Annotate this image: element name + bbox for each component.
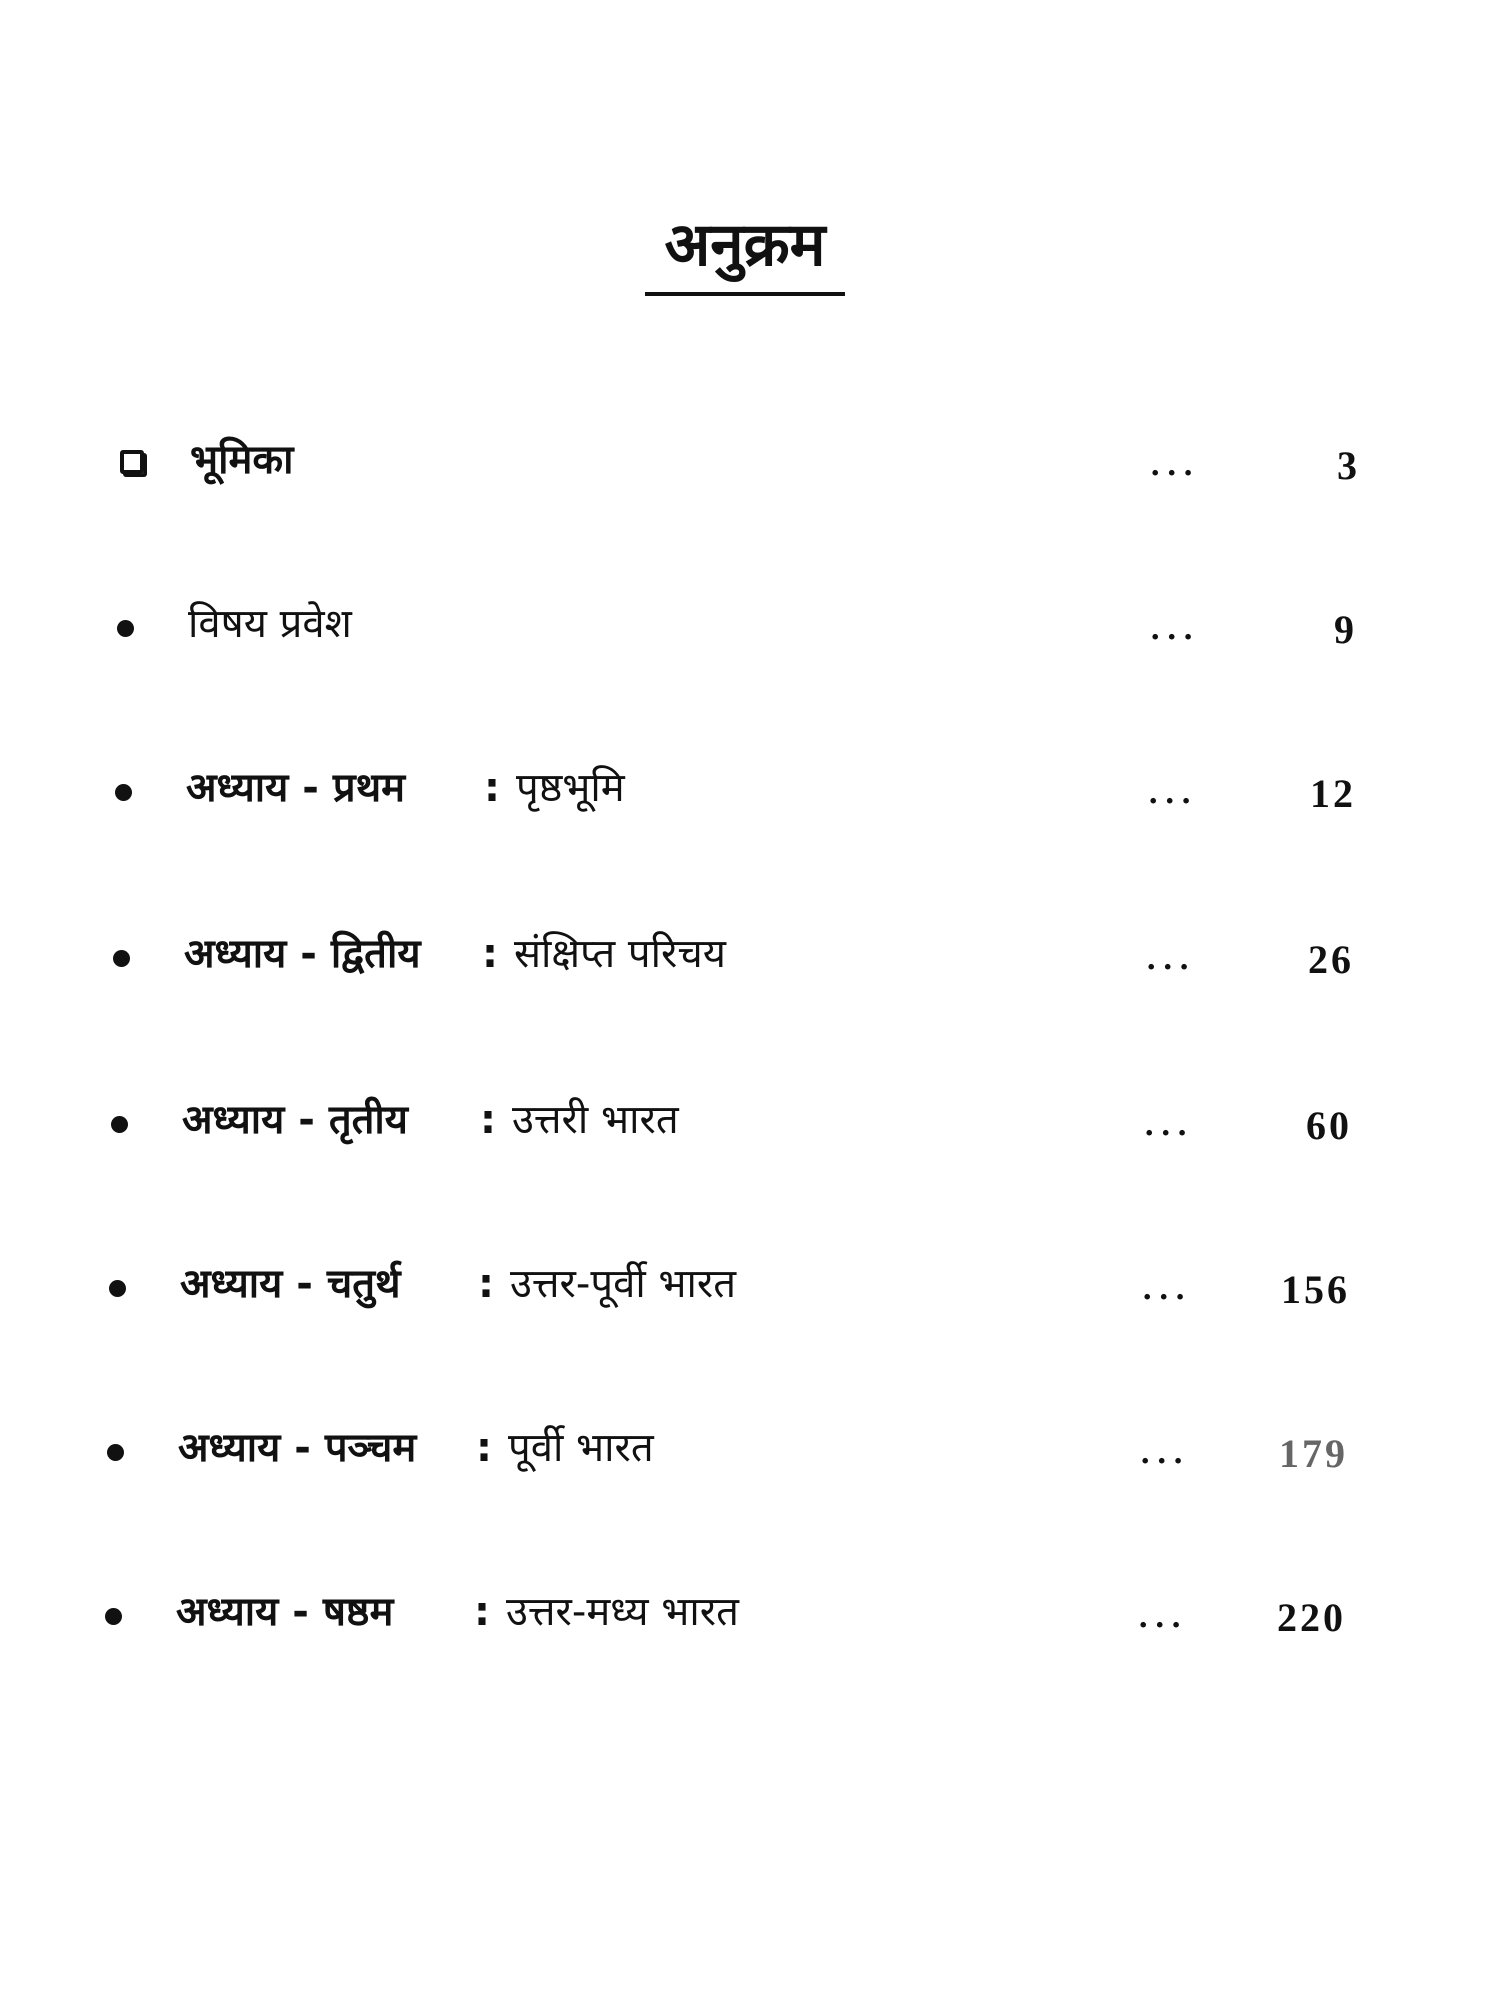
toc-entry-chapter-3 (0, 1088, 1500, 1158)
title-underline (645, 292, 845, 296)
separator-colon: : (474, 1589, 490, 1635)
toc-entry-label: भूमिका (190, 437, 294, 483)
leader-dots: ... (1138, 1600, 1188, 1635)
leader-dots: ... (1142, 1272, 1192, 1307)
chapter-subtitle: पृष्ठभूमि (516, 765, 625, 811)
toc-entry-chapter-5 (0, 1416, 1500, 1486)
page-number: 179 (1279, 1431, 1348, 1476)
chapter-label: अध्याय - प्रथम (186, 765, 406, 811)
separator-colon: : (482, 931, 498, 977)
toc-entry-vishay-pravesh (0, 592, 1500, 662)
leader-dots: ... (1150, 612, 1200, 647)
chapter-label: अध्याय - चतुर्थ (180, 1261, 401, 1307)
chapter-subtitle: उत्तर-पूर्वी भारत (510, 1261, 737, 1307)
page-number: 156 (1281, 1267, 1350, 1312)
chapter-subtitle: उत्तर-मध्य भारत (506, 1589, 739, 1635)
page-number: 60 (1306, 1103, 1352, 1148)
leader-dots: ... (1144, 1108, 1194, 1143)
chapter-subtitle: उत्तरी भारत (512, 1097, 679, 1143)
separator-colon: : (476, 1425, 492, 1471)
checkbox-square-icon (120, 450, 144, 474)
leader-dots: ... (1150, 448, 1200, 483)
chapter-label: अध्याय - द्वितीय (184, 931, 421, 977)
bullet-icon (109, 1280, 126, 1297)
page-number: 26 (1308, 937, 1354, 982)
leader-dots: ... (1146, 942, 1196, 977)
page-number: 12 (1310, 771, 1356, 816)
toc-entry-chapter-1 (0, 756, 1500, 826)
toc-entry-chapter-4 (0, 1252, 1500, 1322)
leader-dots: ... (1148, 776, 1198, 811)
bullet-icon (113, 950, 130, 967)
bullet-icon (105, 1608, 122, 1625)
chapter-label: अध्याय - षष्ठम (176, 1589, 394, 1635)
bullet-icon (115, 784, 132, 801)
leader-dots: ... (1140, 1436, 1190, 1471)
chapter-subtitle: संक्षिप्त परिचय (514, 931, 726, 977)
bullet-icon (107, 1444, 124, 1461)
separator-colon: : (480, 1097, 496, 1143)
chapter-label: अध्याय - तृतीय (182, 1097, 408, 1143)
separator-colon: : (484, 765, 500, 811)
toc-entry-label: विषय प्रवेश (188, 601, 352, 647)
toc-entry-bhumika (0, 428, 1500, 498)
chapter-subtitle: पूर्वी भारत (508, 1425, 654, 1471)
separator-colon: : (478, 1261, 494, 1307)
bullet-icon (117, 620, 134, 637)
toc-entry-chapter-6 (0, 1580, 1500, 1650)
toc-entry-chapter-2 (0, 922, 1500, 992)
page-number: 3 (1337, 443, 1360, 488)
page-title: अनुक्रम (664, 210, 826, 280)
bullet-icon (111, 1116, 128, 1133)
page-number: 9 (1334, 607, 1357, 652)
chapter-label: अध्याय - पञ्चम (178, 1425, 417, 1471)
page-number: 220 (1277, 1595, 1346, 1640)
